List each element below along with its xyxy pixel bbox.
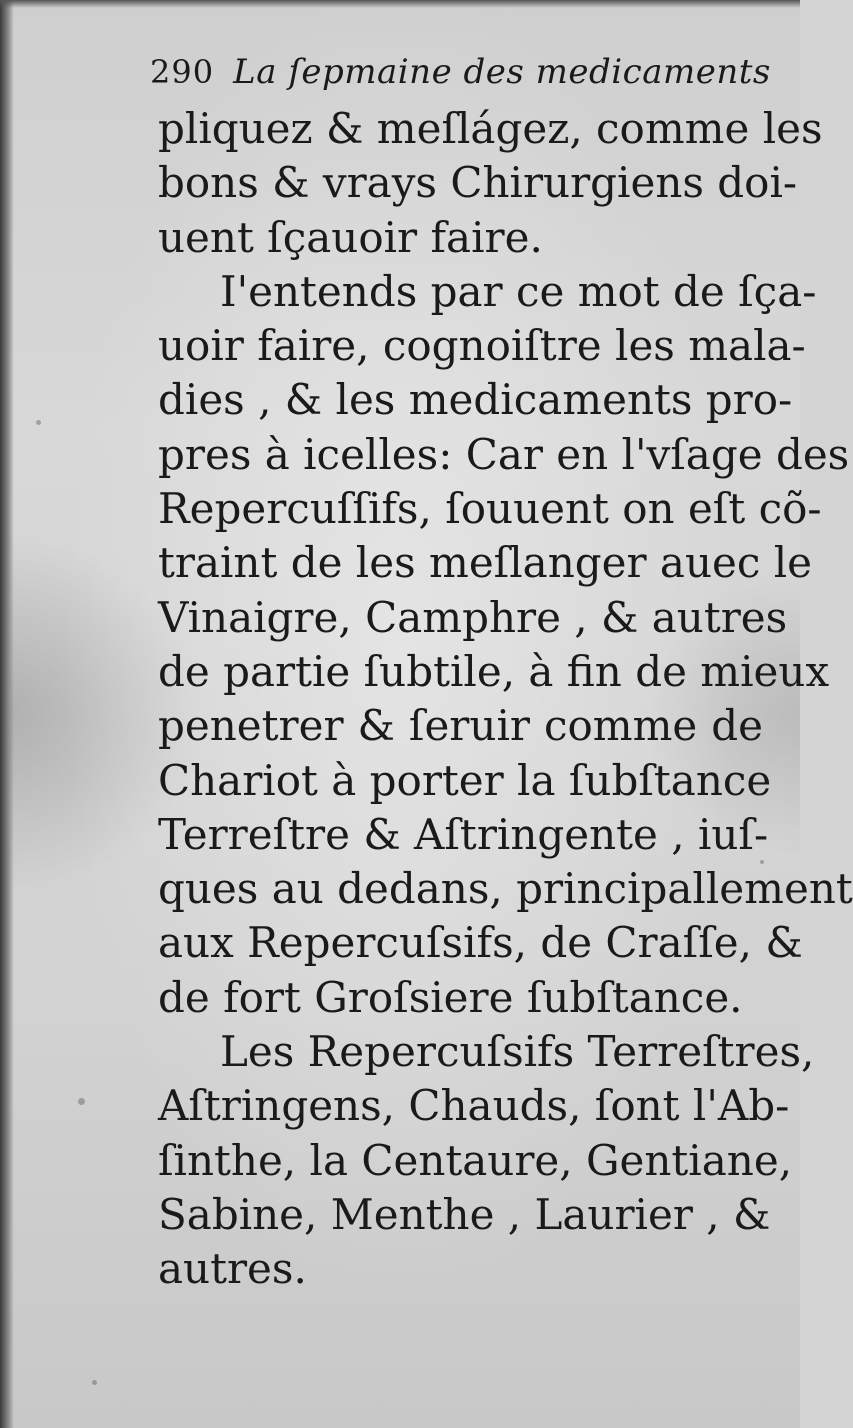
body-text — [158, 102, 853, 1297]
text-line: uoir faire, cognoiſtre les mala- — [158, 321, 806, 371]
text-line: bons & vrays Chirurgiens doi- — [158, 158, 798, 208]
text-line: ſinthe, la Centaure, Gentiane, — [158, 1135, 793, 1185]
text-line: dies , & les medicaments pro- — [158, 375, 793, 425]
text-line: Aſtringens, Chauds, ſont l'Ab- — [158, 1081, 790, 1131]
text-line: Les Repercuſsifs Terreſtres, — [220, 1027, 815, 1077]
text-line: pliquez & meſlágez, comme les — [158, 104, 823, 153]
text-line: I'entends par ce mot de ſça- — [220, 266, 817, 316]
running-title: La ſepmaine des medicaments — [233, 52, 771, 92]
text-line: de partie ſubtile, à fin de mieux — [158, 646, 830, 696]
page-top-shadow — [0, 0, 800, 8]
text-line: de fort Groſsiere ſubſtance. — [158, 972, 743, 1022]
text-line: Repercuſſifs, ſouuent on eſt cõ- — [158, 484, 822, 534]
text-line: uent ſçauoir faire. — [158, 212, 543, 262]
paper-speck — [78, 1098, 85, 1105]
text-line: penetrer & ſeruir comme de — [158, 701, 763, 751]
paper-speck — [36, 420, 41, 425]
text-line: ques au dedans, principallement — [158, 864, 853, 914]
text-line: autres. — [158, 1244, 307, 1294]
page-binding-shadow — [0, 0, 14, 1428]
text-line: Sabine, Menthe , Laurier , & — [158, 1189, 771, 1239]
text-line: pres à icelles: Car en l'vſage des — [158, 429, 850, 479]
text-line: traint de les meſlanger auec le — [158, 538, 813, 588]
paper-speck — [92, 1380, 97, 1385]
text-line: Vinaigre, Camphre , & autres — [158, 592, 788, 642]
text-line: Terreſtre & Aſtringente , iuſ- — [158, 809, 769, 859]
text-line: aux Repercuſsifs, de Craſſe, & — [158, 918, 803, 968]
page-number: 290 — [150, 53, 215, 91]
text-line: Chariot à porter la ſubſtance — [158, 755, 772, 805]
running-header — [150, 52, 771, 100]
